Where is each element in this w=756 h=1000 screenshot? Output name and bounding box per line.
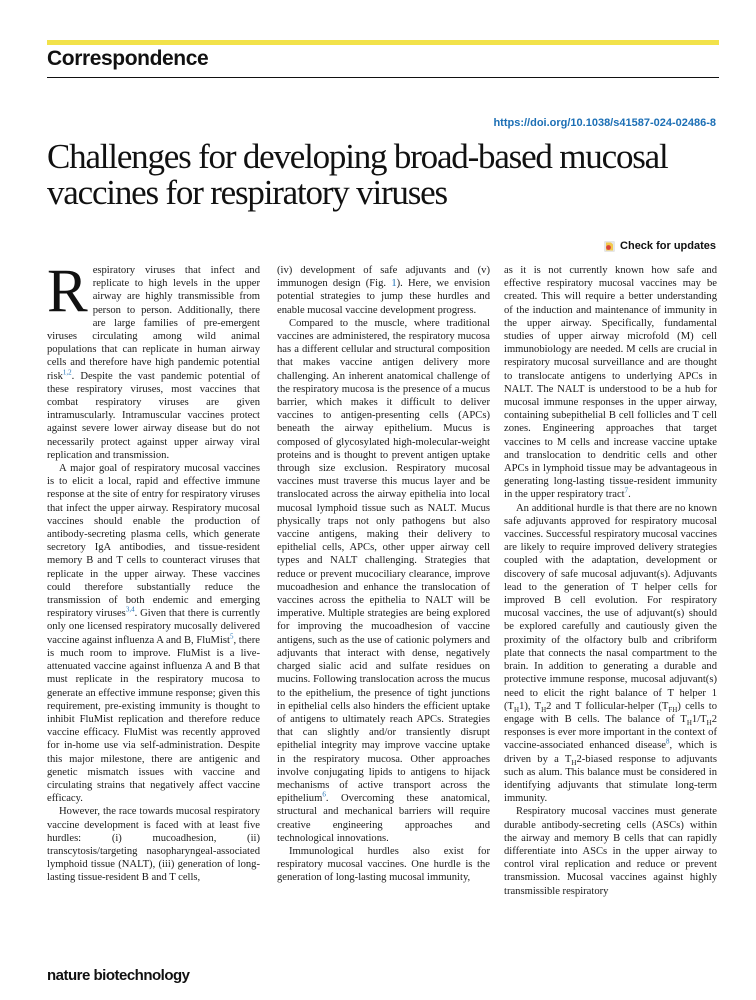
figure-link[interactable]: 1 — [391, 278, 397, 290]
check-updates-label: Check for updates — [620, 240, 716, 252]
column-3 — [504, 264, 717, 898]
citation[interactable]: 5 — [229, 632, 234, 641]
paragraph: Respiratory mucosal vaccines must generate durable antibody-secreting cells (ASCs) within the airway and memory B cells that can rapidly differentiate into ASCs in the upper airway to control viral replication and reduce or prevent transmission. Mucosal vaccines against highly transmissible respiratory — [504, 806, 717, 897]
header-rule — [47, 77, 719, 78]
paragraph: A major goal of respiratory mucosal vaccines is to elicit a local, rapid and effective immune response at the site of entry for respiratory viruses that infect the upper airway. Respiratory mucosal vaccines should enable the production of antibody-secreting plasma cells, which generate secretory IgA antibodies, and tissue-resident memory B and T cells to counteract viruses that replicate in the upper airway. These vaccines could therefore substantially reduce the transmission of both endemic and emerging respiratory viruses$^{3,4}$. Given that there is currently only one licensed respiratory mucosally delivered vaccine against influenza A and B, FluMist$^5$, there is much room to improve. FluMist is a live-attenuated vaccine against influenza A and B that must replicate in the respiratory mucosa to generate an effective immune response; given this requirement, pre-existing immunity is thought to inhibit FluMist replication and therefore reduce vaccine efficacy. FluMist was recently approved for in-home use via self-administration. Despite this major milestone, there are antigenic and genetic mismatch issues with vaccine and circulating strains that negatively affect vaccine efficacy. — [47, 463, 260, 805]
paragraph: Compared to the muscle, where traditional vaccines are administered, the respiratory mucosa has a different cellular and structural composition that makes vaccine antigen delivery more challenging. An inherent anatomical challenge of the respiratory mucosa is the presence of a mucus barrier, which makes it difficult to deliver vaccines to antigen-presenting cells (APCs) beneath the airway epithelium. Mucus is composed of glycosylated high-molecular-weight proteins and is thought to prevent antigen uptake through size exclusion. Respiratory mucosal vaccines must traverse this mucus layer and be translocated across the airway epithelia into local mucosal lymphoid tissue such as NALT. Mucus physically traps not only pathogens but also vaccine antigens, making their delivery to epithelial cells, APCs, other upper airway cell types and NALT challenging. Strategies that reduce or prevent mucociliary clearance, improve mucoadhesion and enhance the translocation of vaccines across the epithelia to NALT will be imperative. Multiple strategies are being explored for improving the mucoadhesion of vaccine antigens, such as the use of cationic polymers and adjuvants that interact with dense, negatively charged sialic acid and sulfate residues on mucins. Following translocation across the mucus to the epithelium, the presence of tight junctions in epithelial cells also hinders the efficient uptake of antigens to ultimately reach APCs. Strategies that can slightly and/or transiently disrupt epithelial integrity may improve vaccine uptake in the respiratory mucosa. Other approaches involve conjugating lipids to antigens to hijack mechanisms of active transport across the epithelium$^6$. Overcoming these anatomical, structural and mechanical barriers will require creative engineering approaches and technological innovations. — [277, 317, 490, 844]
paragraph: Respiratory viruses that infect and replicate to high levels in the upper airway are highly transmissible from person to person. Additionally, there are large families of pre-emergent viruses circulating among wild animal populations that can replicate in human airway cells and therefore have high pandemic potential risk$^{1,2}$. Despite the vast pandemic potential of these respiratory viruses, most vaccines that combat respiratory viruses are given intramuscularly. Intramuscular vaccines protect against severe lower airway disease but do not necessarily protect against upper airway viral replication and transmission. — [47, 258, 260, 461]
citation[interactable]: 8 — [665, 737, 670, 746]
citation[interactable]: 3,4 — [125, 605, 135, 614]
citation[interactable]: 6 — [322, 790, 326, 799]
article-title: Challenges for developing broad-based mucosal vaccines for respiratory viruses — [47, 137, 668, 212]
paragraph: Immunological hurdles also exist for respiratory mucosal vaccines. One hurdle is the generation of long-lasting mucosal immunity, — [277, 845, 490, 884]
doi-link[interactable]: https://doi.org/10.1038/s41587-024-02486-8 — [493, 117, 716, 129]
section-label: Correspondence — [47, 47, 209, 70]
paragraph: An additional hurdle is that there are no known safe adjuvants approved for respiratory mucosal vaccines. Successful respiratory mucosal vaccines are likely to require improved delivery strategies coupled with the adaptation, development or discovery of safe mucosal adjuvant(s). Adjuvants lead to the generation of T helper cells for improved B cell evolution. For respiratory mucosal vaccines, the use of adjuvant(s) should be explored carefully and cautiously given the proximity of the olfactory bulb and cribriform plate that connects the nasal compartment to the brain. In addition to generating a durable and protective immune response, mucosal adjuvant(s) need to elicit the right balance of T helper 1 $(T_H1)$, $T_H2$ and T follicular-helper $(T_{FH})$ cells to engage with B cells. The balance of $T_H1/T_H2$ responses is ever more important in the context of vaccine-associated enhanced disease$^8$, which is driven by a $T_H2$-biased response to adjuvants such as alum. This balance must be considered in identifying adjuvants that stimulate long-term immunity. — [504, 502, 718, 805]
accent-bar — [47, 40, 719, 45]
check-updates-icon — [604, 241, 615, 252]
paragraph: However, the race towards mucosal respiratory vaccine development is faced with at least five hurdles: (i) mucoadhesion, (ii) transcytosis/targeting nasopharyngeal-associated lymphoid tissue (NALT), (iii) generation of long-lasting tissue-resident B and T cells, — [47, 806, 260, 884]
drop-cap: R — [47, 258, 88, 325]
column-2 — [277, 264, 490, 885]
check-updates-button[interactable] — [604, 240, 716, 252]
citation[interactable]: 1,2 — [62, 368, 72, 377]
column-1 — [47, 258, 260, 885]
citation[interactable]: 7 — [624, 486, 629, 495]
paragraph: as it is not currently known how safe and effective respiratory mucosal vaccines may be created. This will require a better understanding of the induction and maintenance of immunity in the upper airway. Specifically, fundamental studies of upper airway microfold (M) cell immunobiology are needed. M cells are crucial in respiratory mucosal surveillance and are thought to translocate antigens to underlying APCs in NALT. The NALT is understood to be a hub for mucosal immune responses in the upper airway, containing subepithelial B cell follicles and T cell zones. Engineering approaches that target vaccines to M cells and increase vaccine uptake and translocation to dendritic cells and other APCs in lymphoid tissue may be advantageous in generating long-lasting tissue-resident immunity in the upper respiratory tract$^7$. — [504, 265, 717, 501]
paragraph: (iv) development of safe adjuvants and (v) immunogen design (Fig. 1). Here, we envision potential strategies to jump these hurdles and enable mucosal vaccine development progress. — [277, 265, 490, 316]
journal-name: nature biotechnology — [47, 967, 190, 984]
